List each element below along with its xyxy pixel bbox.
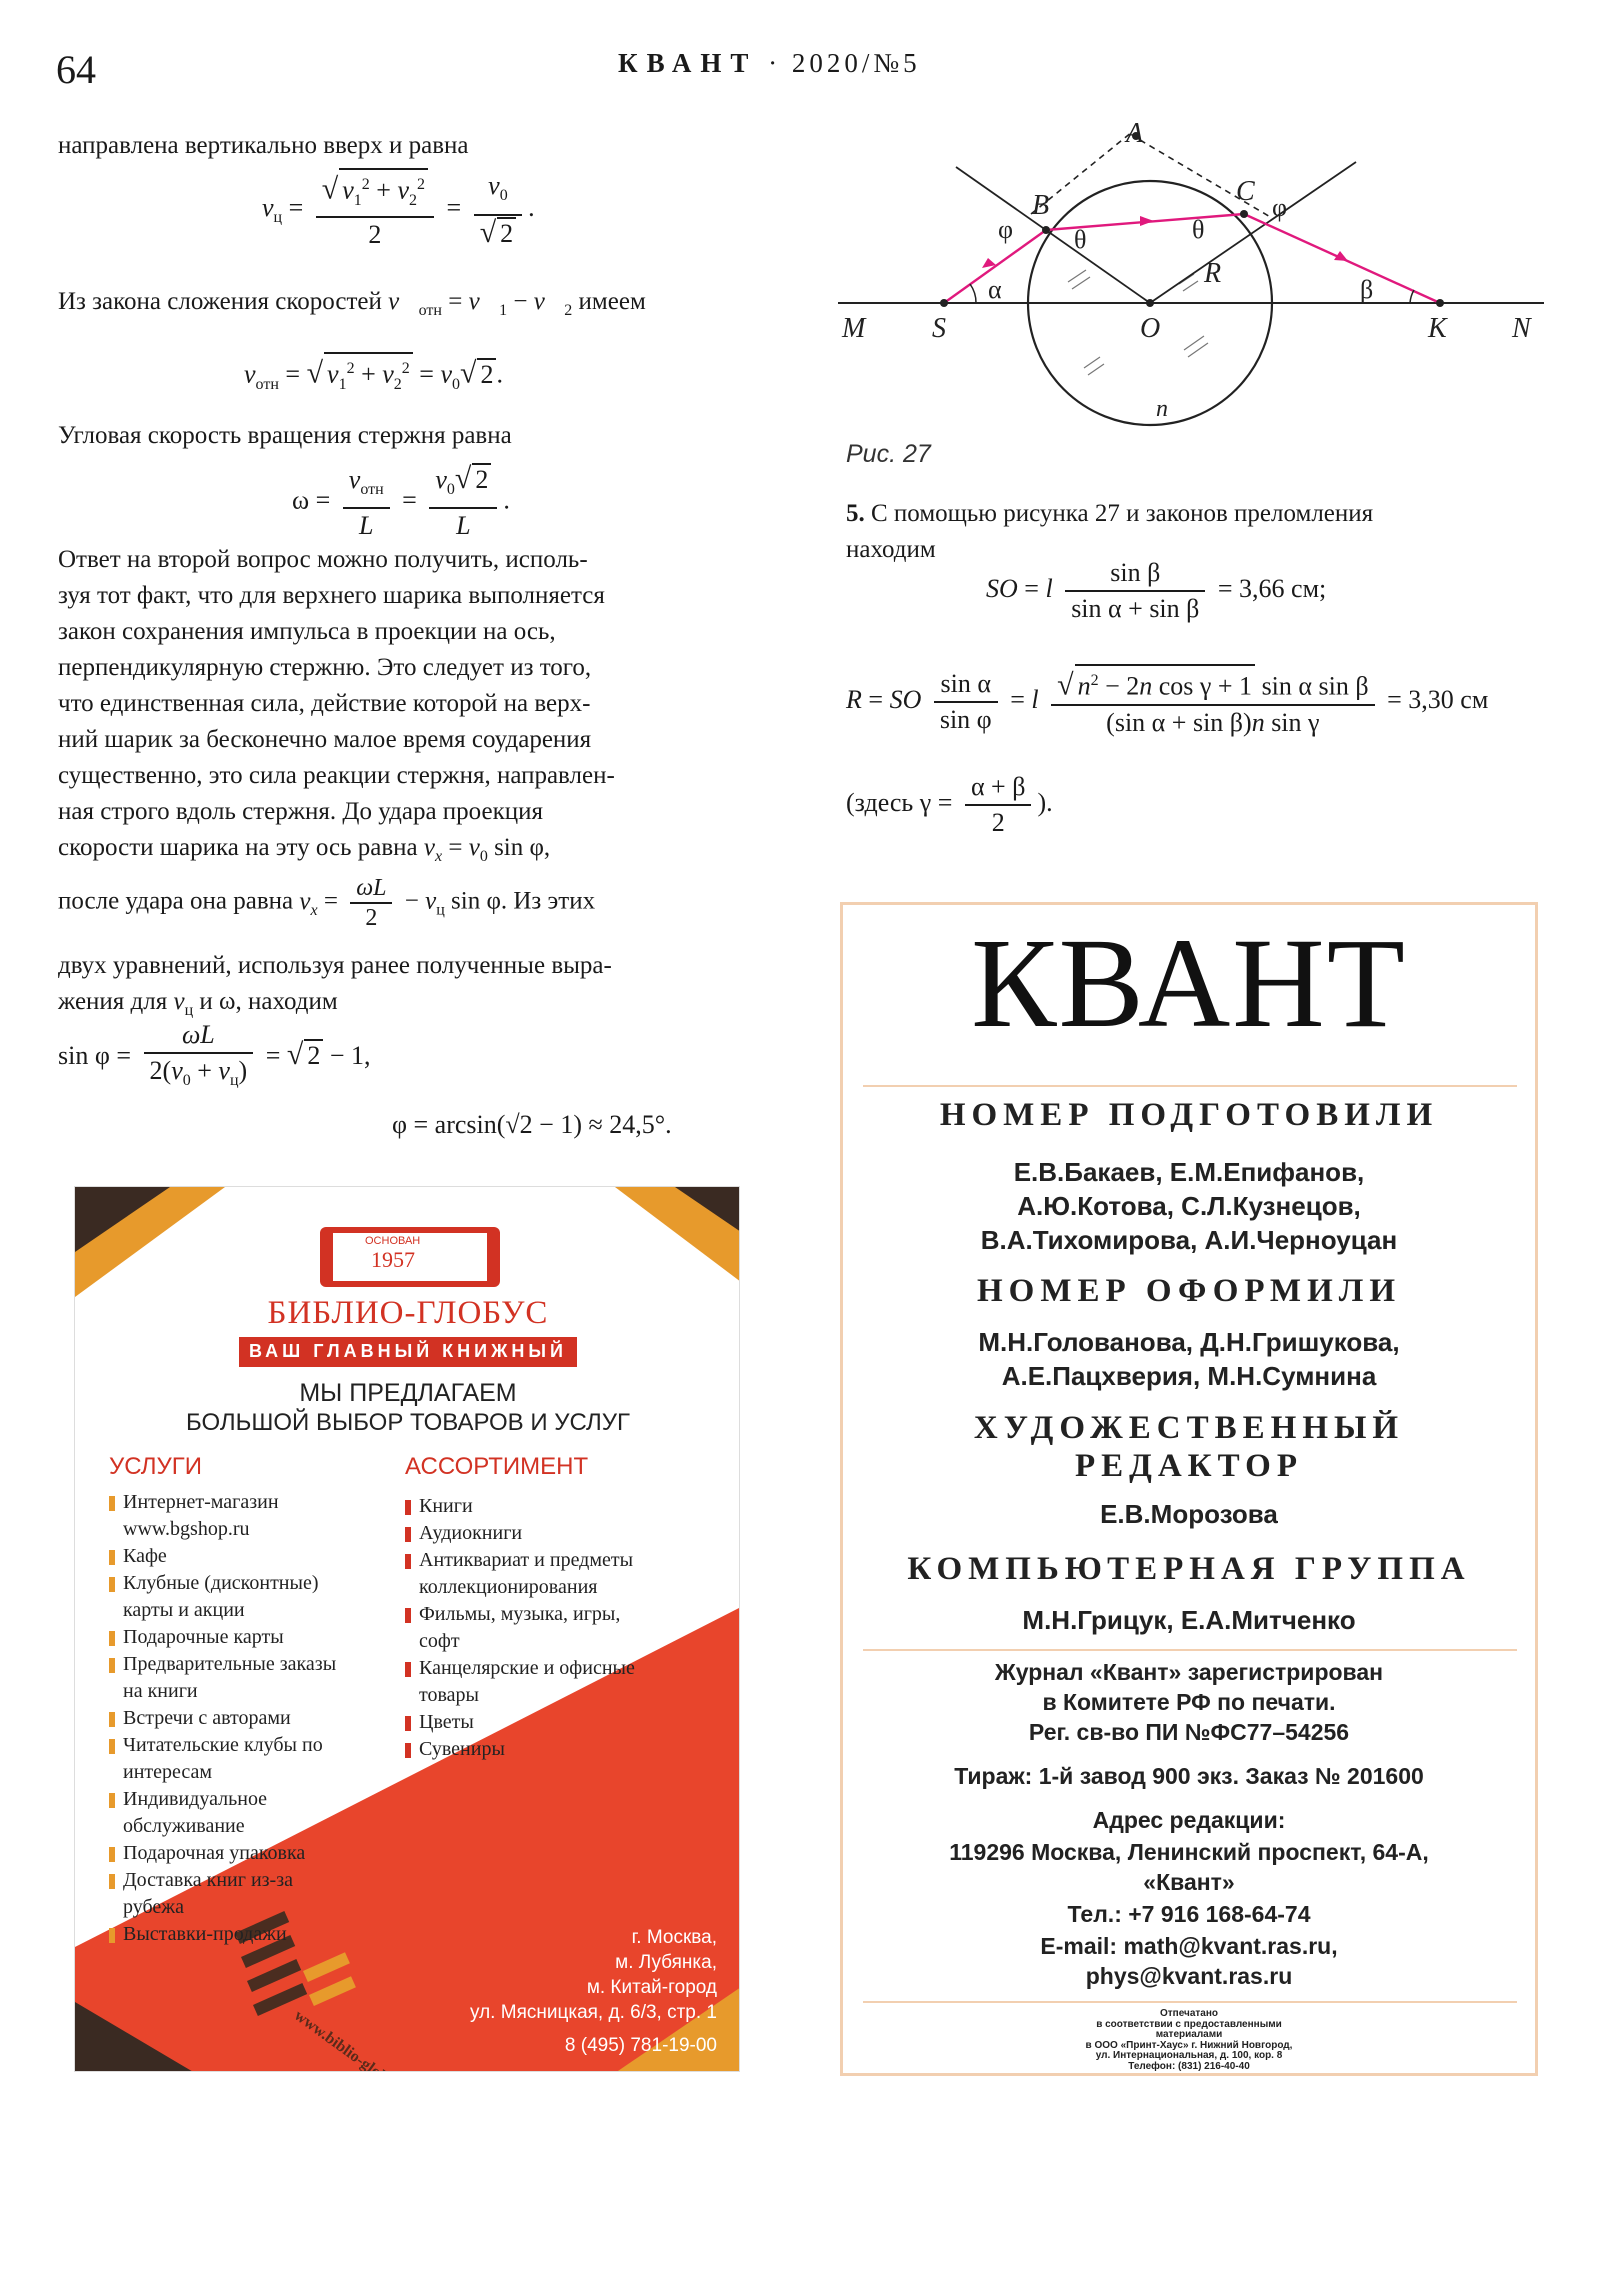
printed-line: ул. Интернациональная, д. 100, кор. 8 bbox=[1095, 2050, 1283, 2061]
art-editor-name: Е.В.Морозова bbox=[1100, 1499, 1278, 1529]
list-item: Книги bbox=[405, 1493, 665, 1520]
paragraph-1: направлена вертикально вверх и равна bbox=[58, 132, 469, 159]
glass-hatching bbox=[1068, 270, 1208, 375]
figure-refraction-diagram bbox=[836, 122, 1548, 438]
printed-info-lines bbox=[843, 2009, 1535, 2072]
ad-phone: 8 (495) 781-19-00 bbox=[564, 2035, 717, 2056]
list-item: Предварительные заказы на книги bbox=[109, 1651, 339, 1705]
paragraph-2: Из закона сложения скоростей $v⃗_{отн}$ = $v⃗_1$ − $v⃗_2$ имеем bbox=[58, 288, 646, 319]
label-k: K bbox=[1428, 313, 1447, 344]
ad-contact-line bbox=[477, 1932, 717, 1957]
ad-contact-line bbox=[477, 1982, 717, 2007]
ad-founded: ОСНОВАН bbox=[365, 1235, 421, 1247]
designed-title: НОМЕР ОФОРМИЛИ bbox=[977, 1273, 1401, 1309]
label-alpha: α bbox=[988, 275, 1002, 304]
imprint-logo: КВАНТ bbox=[971, 912, 1407, 1054]
printed-line: материалами bbox=[1155, 2029, 1223, 2040]
list-item: Антиквариат и предметы коллекционирования bbox=[405, 1547, 665, 1601]
list-item: Кафе bbox=[109, 1543, 339, 1570]
issue-number: 2020/№5 bbox=[791, 48, 921, 78]
formula-r: R = SO $\frac{\text{sin α}}{\text{sin φ}}$ = l $\frac{√ n^2 - 2n \cos \gamma + 1 \sin \alpha \sin \beta}{\text{(sin α + sin β)n sin γ}}$ = 3,30 см bbox=[846, 664, 1488, 740]
figure-caption: Рис. 27 bbox=[846, 440, 931, 468]
list-item: Аудиокниги bbox=[405, 1520, 665, 1547]
list-item: Сувениры bbox=[405, 1736, 665, 1763]
list-item: Читательские клубы по интересам bbox=[109, 1732, 339, 1786]
formula-so: SO = l $\frac{\text{sin β}}{\text{sin α + sin β}}$ = 3,66 см; bbox=[986, 558, 1327, 623]
formula-sin-phi: sin φ = $\frac{\omega L}{2(v_0 + v_ц)}$ = √ 2 − 1, bbox=[58, 1020, 371, 1090]
ad-services-list bbox=[109, 1489, 339, 1948]
normal-line-b bbox=[956, 167, 1150, 303]
paragraph-4-line-11: двух уравнений, используя ранее полученные выра- bbox=[58, 952, 612, 979]
label-n: N bbox=[1512, 313, 1531, 344]
ad-contact-line bbox=[477, 1957, 717, 1982]
paragraph-4-line-10: после удара она равна $v_x$ = $\frac{\omega L}{2}$ − $v_ц$ sin φ. Из этих bbox=[58, 875, 596, 931]
page-number: 64 bbox=[56, 47, 96, 92]
paragraph-3: Угловая скорость вращения стержня равна bbox=[58, 422, 512, 449]
label-b: B bbox=[1032, 190, 1050, 221]
list-item: Канцелярские и офисные товары bbox=[405, 1655, 665, 1709]
list-item: Подарочная упаковка bbox=[109, 1840, 339, 1867]
label-theta-2: θ bbox=[1192, 215, 1205, 244]
ad-assortment-list bbox=[405, 1493, 665, 1763]
list-item: Фильмы, музыка, игры, софт bbox=[405, 1601, 665, 1655]
problem-5-text: 5. С помощью рисунка 27 и законов преломления bbox=[846, 500, 1374, 527]
label-theta-1: θ bbox=[1074, 225, 1087, 254]
formula-phi-result: φ = arcsin(√2 − 1) ≈ 24,5°. bbox=[392, 1110, 672, 1139]
printed-line: в ООО «Принт-Хаус» г. Нижний Новгород, bbox=[1085, 2039, 1293, 2051]
list-item: Подарочные карты bbox=[109, 1624, 339, 1651]
ad-site-hours bbox=[477, 1907, 717, 2007]
list-item: Интернет-магазин www.bgshop.ru bbox=[109, 1489, 339, 1543]
list-item: Индивидуальное обслуживание bbox=[109, 1786, 339, 1840]
computer-group-names: М.Н.Грицук, Е.А.Митченко bbox=[1022, 1605, 1356, 1635]
list-item: Клубные (дисконтные) карты и акции bbox=[109, 1570, 339, 1624]
ad-contacts: г. Москва, м. Лубянка, м. Китай-город ул. Мясницкая, д. 6/3, стр. 1 bbox=[470, 1927, 717, 2023]
paragraph-4: Ответ на второй вопрос можно получить, исполь- зуя тот факт, что для верхнего шарика выполняется закон сохранения импульса в проекции на ось, перпендикулярную стержню. Это следует из того, что единственная сила, действие которой на верх- ний шарик за бесконечно малое время соударения существенно, это сила реакции стержня, направлен- ная строго вдоль стержня. До удара проекция скорости шарика на эту ось равна $v_x = v_0$ sin φ, bbox=[58, 546, 615, 865]
advertisement-biblio-globus bbox=[74, 1186, 740, 2072]
editorial-email: E-mail: math@kvant.ras.ru, phys@kvant.ras.ru bbox=[1040, 1933, 1338, 1989]
ad-services-title: УСЛУГИ bbox=[109, 1453, 203, 1480]
label-n-index: n bbox=[1156, 396, 1168, 422]
designed-names: М.Н.Голованова, Д.Н.Гришукова, А.Е.Пацхверия, М.Н.Сумнина bbox=[978, 1327, 1400, 1391]
ad-offer-2: БОЛЬШОЙ ВЫБОР ТОВАРОВ И УСЛУГ bbox=[185, 1409, 631, 1436]
label-s: S bbox=[932, 313, 946, 344]
label-m: M bbox=[842, 313, 866, 344]
printed-line: в соответствии с предоставленными bbox=[1096, 2018, 1282, 2030]
list-item: Выставки-продажи bbox=[109, 1921, 339, 1948]
address-title: Адрес редакции: bbox=[1092, 1807, 1286, 1833]
ad-offer-1: МЫ ПРЕДЛАГАЕМ bbox=[299, 1379, 517, 1407]
formula-v-rel: $v_{отн}$ = √ $v_1^2 + v_2^2 = v_0√$ 2 . bbox=[244, 352, 503, 400]
label-c: C bbox=[1236, 176, 1255, 207]
formula-omega: ω = $\frac{v_{отн}}{L}$ = $\frac{v_0√ 2}{L}$ . bbox=[292, 462, 510, 541]
editorial-address: 119296 Москва, Ленинский проспект, 64-А, «Квант» bbox=[949, 1839, 1429, 1895]
printed-line: Отпечатано bbox=[1159, 2008, 1218, 2019]
label-phi-2: φ bbox=[1272, 193, 1288, 222]
formula-gamma: (здесь γ = $\frac{\alpha + \beta}{2}$ ). bbox=[846, 772, 1053, 837]
editorial-phone: Тел.: +7 916 168-64-74 bbox=[1067, 1901, 1311, 1927]
imprint-box bbox=[840, 902, 1538, 2076]
ad-assortment-title: АССОРТИМЕНТ bbox=[405, 1453, 589, 1480]
ad-contact-line bbox=[477, 1907, 717, 1932]
formula-v-center: $v_ц$ = $\frac{√ v_1^2 + v_2^2}{2}$ = $\frac{v_0}{√ 2}$ . bbox=[262, 168, 535, 252]
paragraph-4-line-12: жения для $v_ц$ и ω, находим bbox=[58, 988, 338, 1019]
label-beta: β bbox=[1360, 275, 1374, 304]
ad-tagline: ВАШ ГЛАВНЫЙ КНИЖНЫЙ bbox=[249, 1341, 567, 1361]
circulation-info: Тираж: 1-й завод 900 экз. Заказ № 201600 bbox=[954, 1763, 1424, 1789]
prepared-title: НОМЕР ПОДГОТОВИЛИ bbox=[939, 1097, 1439, 1133]
journal-name: КВАНТ bbox=[618, 48, 758, 78]
problem-5-text-2: находим bbox=[846, 536, 936, 563]
printed-line: Телефон: (831) 216-40-40 bbox=[1128, 2060, 1250, 2072]
ad-year: 1957 bbox=[371, 1247, 415, 1272]
label-a: A bbox=[1126, 122, 1144, 149]
list-item: Встречи с авторами bbox=[109, 1705, 339, 1732]
label-o: O bbox=[1140, 313, 1161, 344]
computer-group-title: КОМПЬЮТЕРНАЯ ГРУППА bbox=[907, 1551, 1471, 1587]
running-head: КВАНТ · 2020/№5 bbox=[618, 48, 921, 78]
ad-brand: БИБЛИО-ГЛОБУС bbox=[267, 1295, 549, 1331]
art-editor-title: ХУДОЖЕСТВЕННЫЙ РЕДАКТОР bbox=[973, 1410, 1405, 1484]
list-item: Доставка книг из-за рубежа bbox=[109, 1867, 339, 1921]
list-item: Цветы bbox=[405, 1709, 665, 1736]
label-phi-1: φ bbox=[998, 215, 1014, 244]
label-r: R bbox=[1204, 258, 1222, 289]
registration-info: Журнал «Квант» зарегистрирован в Комитете РФ по печати. Рег. св-во ПИ №ФС77–54256 bbox=[994, 1659, 1384, 1745]
prepared-names: Е.В.Бакаев, Е.М.Епифанов, А.Ю.Котова, С.Л.Кузнецов, В.А.Тихомирова, А.И.Черноуцан bbox=[980, 1157, 1398, 1255]
